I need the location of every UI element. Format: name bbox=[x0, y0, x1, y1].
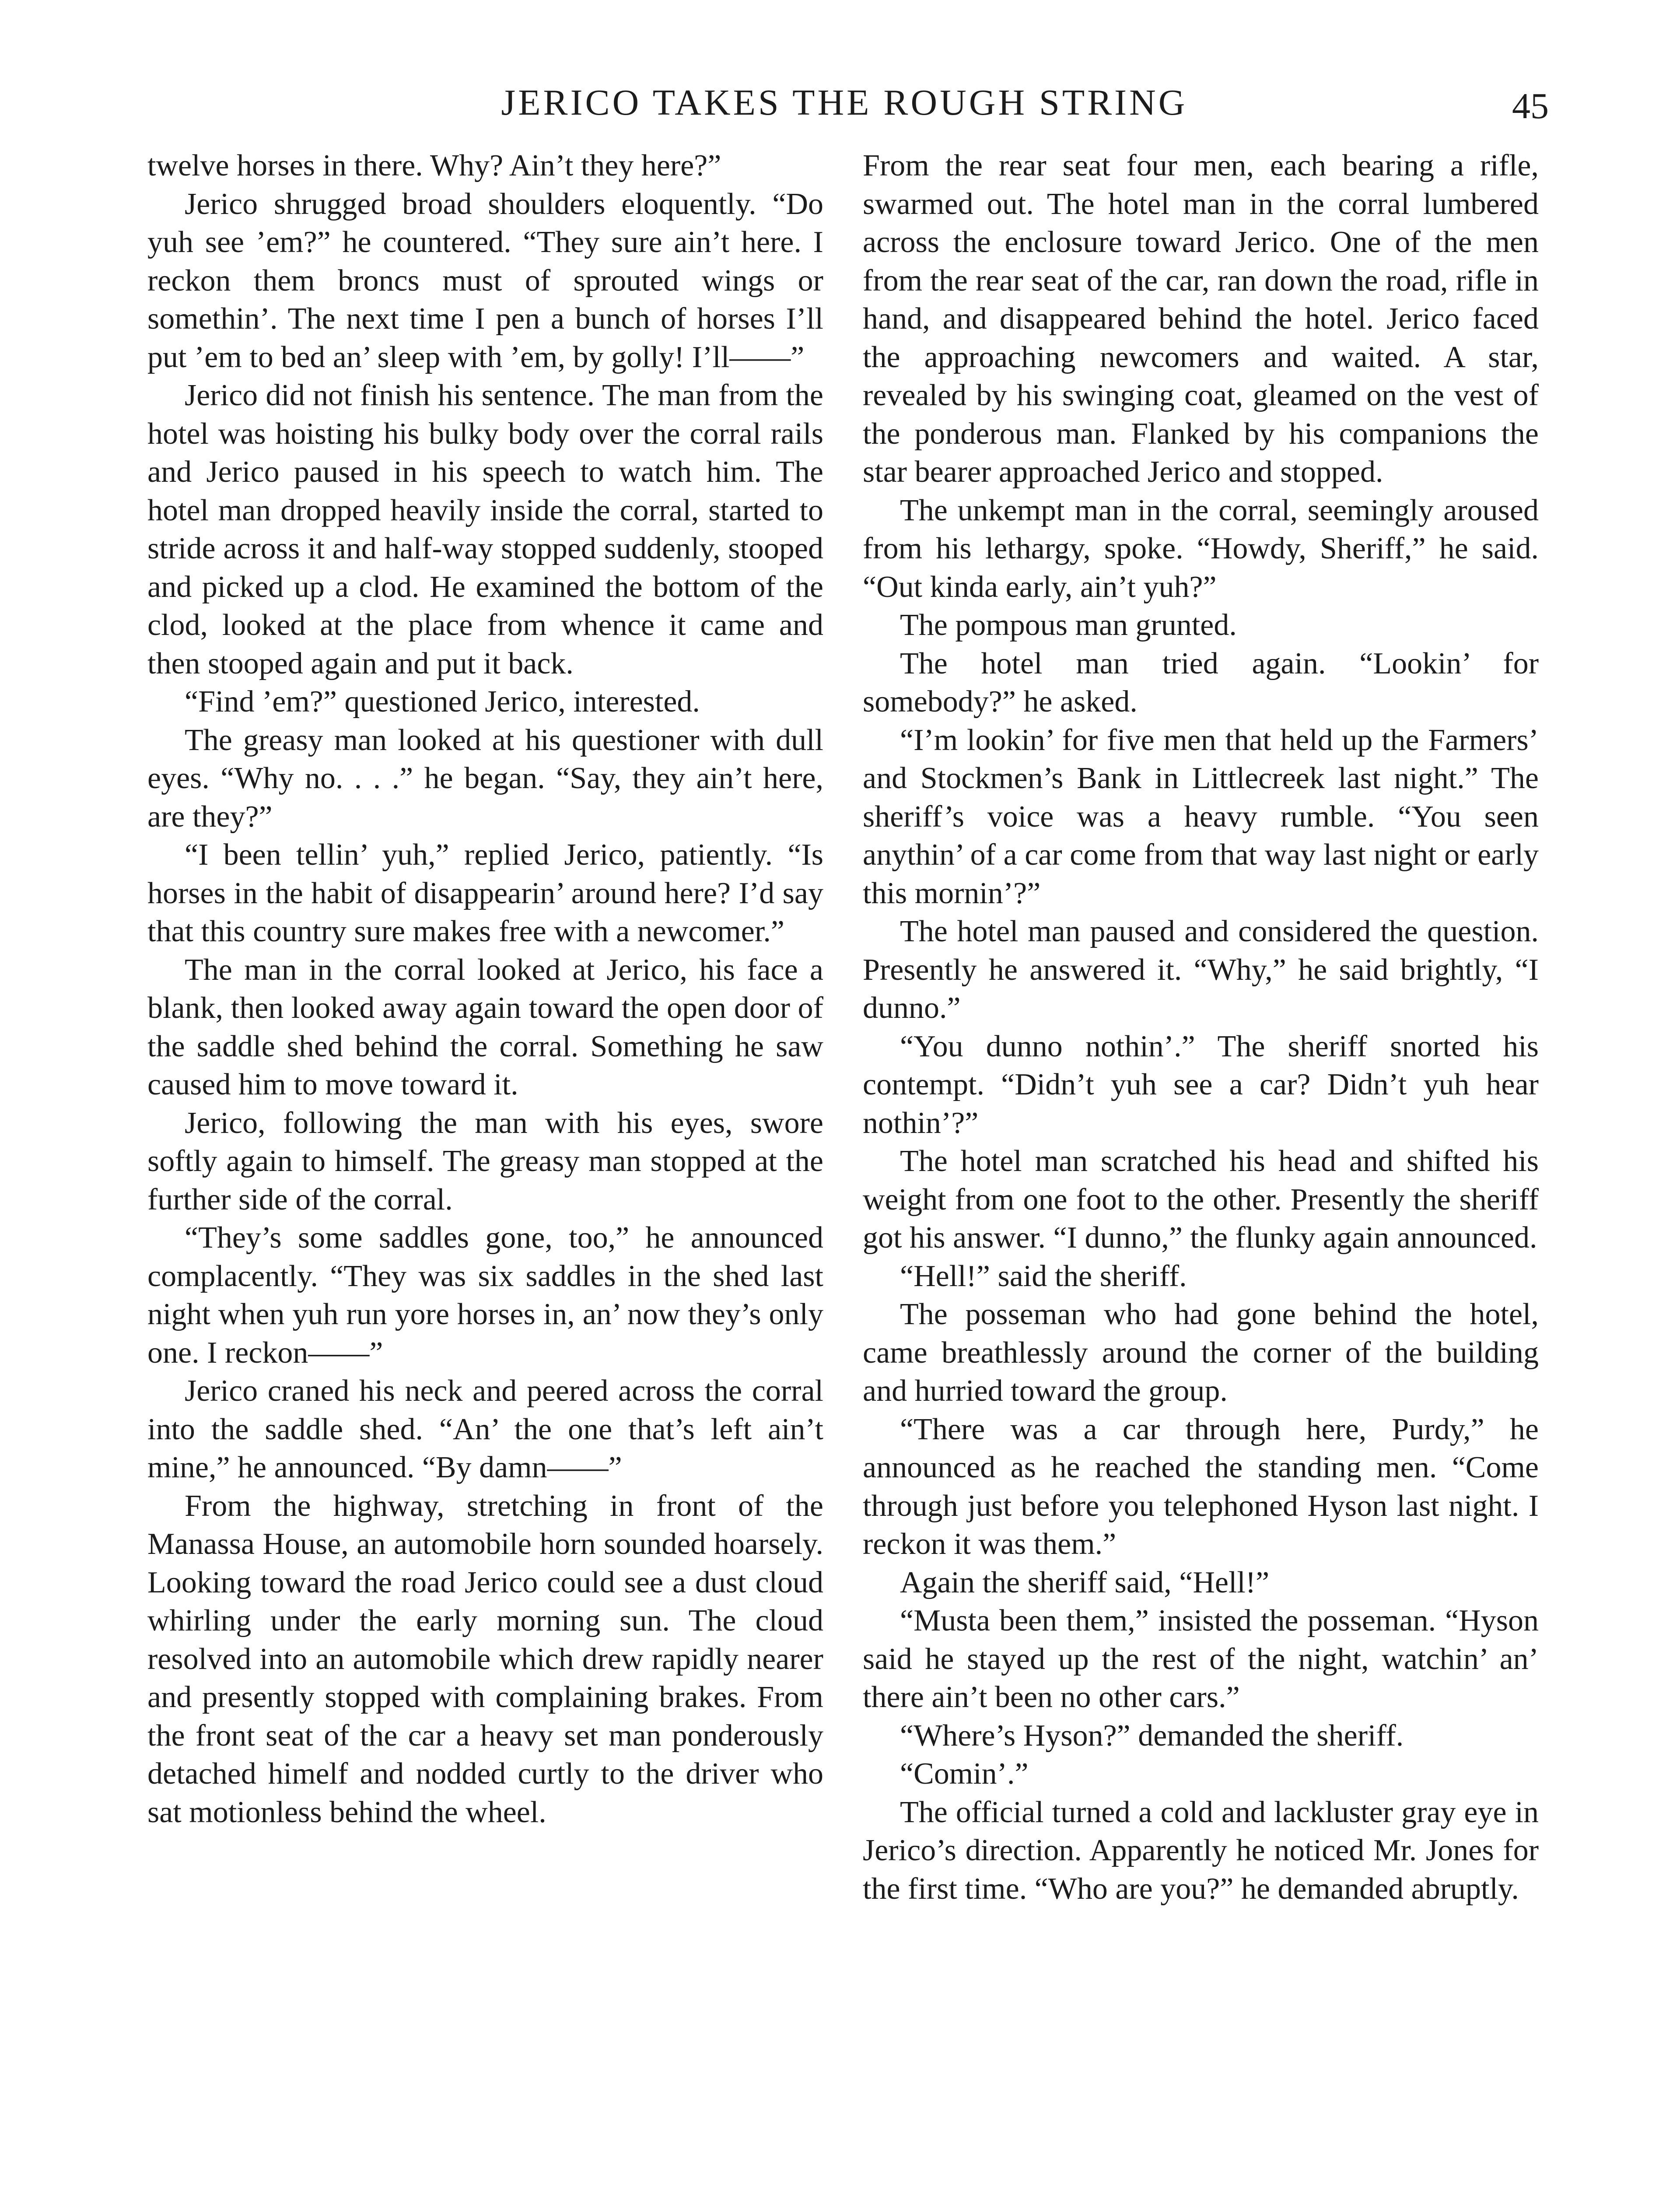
paragraph: “You dunno nothin’.” The sheriff snorted his contempt. “Didn’t yuh see a car? Didn’t yuh hear nothin’?” bbox=[863, 1029, 1539, 1140]
paragraph: The man in the corral looked at Jerico, his face a blank, then looked away again toward the open door of the saddle shed behind the corral. Something he saw caused him to move toward it. bbox=[147, 953, 823, 1101]
paragraph: “I’m lookin’ for five men that held up the Farmers’ and Stockmen’s Bank in Littlecreek last night.” The sheriff’s voice was a heavy rumble. “You seen anythin’ of a car come from that way last night or early this mornin’?” bbox=[863, 723, 1539, 910]
paragraph: The hotel man tried again. “Lookin’ for somebody?” he asked. bbox=[863, 646, 1539, 719]
paragraph: “Find ’em?” questioned Jerico, interested. bbox=[185, 685, 700, 719]
paragraph: Jerico craned his neck and peered across the corral into the saddle shed. “An’ the one that’s left ain’t mine,” he announced. “By damn——” bbox=[147, 1374, 823, 1484]
paragraph: The official turned a cold and lackluster gray eye in Jerico’s direction. Apparently he noticed Mr. Jones for the first time. “Who are you?” he demanded abruptly. bbox=[863, 1795, 1539, 1906]
paragraph: “Where’s Hyson?” demanded the sheriff. bbox=[900, 1718, 1404, 1753]
paragraph: The pompous man grunted. bbox=[900, 608, 1237, 642]
paragraph: The hotel man paused and considered the question. Presently he answered it. “Why,” he said brightly, “I dunno.” bbox=[863, 915, 1539, 1025]
paragraph: The greasy man looked at his questioner with dull eyes. “Why no. . . .” he began. “Say, they ain’t here, are they?” bbox=[147, 723, 823, 834]
paragraph: “I been tellin’ yuh,” replied Jerico, patiently. “Is horses in the habit of disappearin’ around here? I’d say that this country sure makes free with a newcomer.” bbox=[147, 838, 823, 948]
right-column bbox=[863, 147, 1539, 1908]
paragraph: “Musta been them,” insisted the posseman. “Hyson said he stayed up the rest of the night, watchin’ an’ there ain’t been no other cars.” bbox=[863, 1604, 1539, 1714]
left-column bbox=[147, 147, 823, 1831]
paragraph: twelve horses in there. Why? Ain’t they here?” bbox=[147, 149, 721, 182]
paragraph: The hotel man scratched his head and shifted his weight from one foot to the other. Presently the sheriff got his answer. “I dunno,” the flunky again announced. bbox=[863, 1144, 1539, 1255]
paragraph: “Hell!” said the sheriff. bbox=[900, 1259, 1187, 1293]
paragraph: The posseman who had gone behind the hotel, came breathlessly around the corner of the building and hurried toward the group. bbox=[863, 1297, 1539, 1408]
paragraph: “There was a car through here, Purdy,” he announced as he reached the standing men. “Come through just before you telephoned Hyson last night. I reckon it was them.” bbox=[863, 1412, 1539, 1561]
paragraph: “They’s some saddles gone, too,” he announced complacently. “They was six saddles in the shed last night when yuh run yore horses in, an’ now they’s only one. I reckon——” bbox=[147, 1221, 823, 1370]
paragraph: Jerico, following the man with his eyes, swore softly again to himself. The greasy man stopped at the further side of the corral. bbox=[147, 1106, 823, 1217]
paragraph: From the rear seat four men, each bearing a rifle, swarmed out. The hotel man in the corral lumbered across the enclosure toward Jerico. One of the men from the rear seat of the car, ran down the road, rifle in hand, and disappeared behind the hotel. Jerico faced the approaching newcomers and waited. A star, revealed by his swinging coat, gleamed on the vest of the ponderous man. Flanked by his companions the star bearer approached Jerico and stopped. bbox=[863, 149, 1539, 489]
paragraph: Jerico did not finish his sentence. The man from the hotel was hoisting his bulky body over the corral rails and Jerico paused in his speech to watch him. The hotel man dropped heavily inside the corral, started to stride across it and half-way stopped suddenly, stooped and picked up a clod. He examined the bottom of the clod, looked at the place from whence it came and then stooped again and put it back. bbox=[147, 379, 823, 680]
page-number: 45 bbox=[1512, 86, 1549, 126]
paragraph: The unkempt man in the corral, seemingly aroused from his lethargy, spoke. “Howdy, Sheriff,” he said. “Out kinda early, ain’t yuh?” bbox=[863, 493, 1539, 604]
paragraph: Again the sheriff said, “Hell!” bbox=[900, 1565, 1270, 1599]
paragraph: “Comin’.” bbox=[900, 1757, 1029, 1791]
running-title: JERICO TAKES THE ROUGH STRING bbox=[501, 82, 1188, 123]
paragraph: Jerico shrugged broad shoulders eloquently. “Do yuh see ’em?” he countered. “They sure ain’t here. I reckon them broncs must of sprouted wings or somethin’. The next time I pen a bunch of horses I’ll put ’em to bed an’ sleep with ’em, by golly! I’ll——” bbox=[147, 187, 823, 374]
paragraph: From the highway, stretching in front of the Manassa House, an automobile horn sounded hoarsely. Looking toward the road Jerico could see a dust cloud whirling under the early morning sun. The cloud resolved into an automobile which drew rapidly nearer and presently stopped with complaining brakes. From the front seat of the car a heavy set man ponderously detached himelf and nodded curtly to the driver who sat motionless behind the wheel. bbox=[147, 1489, 823, 1829]
page-header bbox=[144, 79, 1549, 127]
